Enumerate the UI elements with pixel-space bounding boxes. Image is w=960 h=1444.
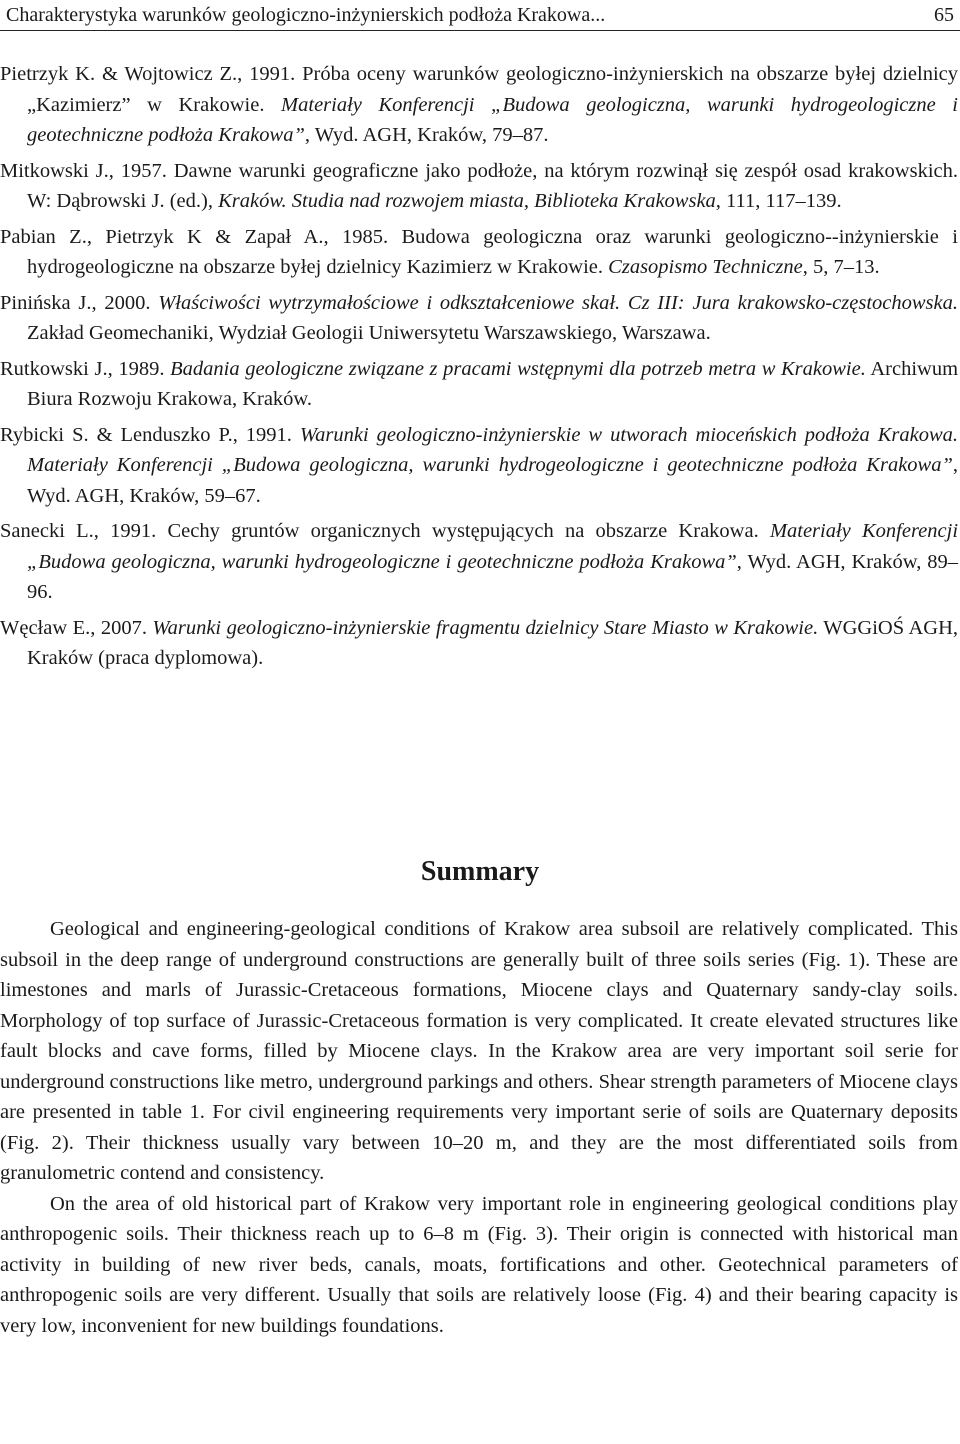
ref-authors: Rutkowski J., 1989. (0, 357, 165, 380)
reference-item (0, 354, 958, 415)
ref-italic: Czasopismo Techniczne (608, 256, 803, 278)
ref-title: Próba oceny warunków geologiczno-inżynierskich na obszarze byłej dzielnicy „Kazimierz” w Krakowie. (27, 63, 959, 116)
ref-authors: Pietrzyk K. & Wojtowicz Z., 1991. (0, 63, 296, 85)
reference-item (0, 420, 958, 512)
ref-tail: , Wyd. AGH, Kraków, 79–87. (304, 124, 549, 146)
ref-authors: Rybicki S. & Lenduszko P., 1991. (0, 423, 292, 446)
ref-italic: Kraków. Studia nad rozwojem miasta, Biblioteka Krakowska (218, 190, 716, 212)
ref-title: Budowa geologiczna oraz warunki geologiczno--inżynierskie i hydrogeologiczne na obszarze byłej dzielnicy Kazimierz w Krakowie. (27, 225, 958, 278)
reference-list (0, 59, 958, 679)
ref-authors: Węcław E., 2007. (0, 616, 147, 639)
ref-italic: Materiały Konferencji „Budowa geologiczna, warunki hydrogeologiczne i geotechniczne podłoża Krakowa” (27, 520, 959, 573)
ref-italic: Warunki geologiczno-inżynierskie fragmentu dzielnicy Stare Miasto w Krakowie. (152, 616, 819, 639)
ref-tail: Zakład Geomechaniki, Wydział Geologii Uniwersytetu Warszawskiego, Warszawa. (27, 322, 711, 344)
ref-tail: WGGiOŚ AGH, Kraków (praca dyplomowa). (27, 616, 958, 669)
reference-item (0, 59, 958, 151)
summary-body (0, 914, 958, 1341)
page-number: 65 (934, 4, 954, 26)
ref-tail: , Wyd. AGH, Kraków, 59–67. (27, 454, 958, 507)
summary-paragraph: On the area of old historical part of Krakow very important role in engineering geological conditions play anthropogenic soils. Their thickness reach up to 6–8 m (Fig. 3). Their origin is connected with historical man activity in building of new river beds, canals, moats, fortifications and other. Geotechnical parameters of anthropogenic soils are very different. Usually that soils are relatively loose (Fig. 4) and their bearing capacity is very low, inconvenient for new buildings foundations. (0, 1192, 958, 1337)
ref-authors: Sanecki L., 1991. (0, 520, 157, 542)
ref-italic: Właściwości wytrzymałościowe i odkształceniowe skał. Cz III: Jura krakowsko-częstochowska. (158, 291, 958, 314)
ref-title: Dawne warunki geograficzne jako podłoże, na którym rozwinął się zespół osad krakowskich. W: Dąbrowski J. (ed.), (27, 159, 959, 212)
ref-authors: Pinińska J., 2000. (0, 291, 151, 314)
ref-italic: Badania geologiczne związane z pracami wstępnymi dla potrzeb metra w Krakowie. (170, 357, 866, 380)
ref-tail: , 5, 7–13. (802, 256, 880, 278)
summary-paragraph: Geological and engineering-geological conditions of Krakow area subsoil are relatively complicated. This subsoil in the deep range of underground constructions are generally built of three soils series (Fig. 1). These are limestones and marls of Jurassic-Cretaceous formations, Miocene clays and Quaternary sandy-clay soils. Morphology of top surface of Jurassic-Cretaceous formation is very complicated. It create elevated structures like fault blocks and cave forms, filled by Miocene clays. In the Krakow area are very important soil serie for underground constructions like metro, underground parkings and others. Shear strength parameters of Miocene clays are presented in table 1. For civil engineering requirements very important serie of soils are Quaternary deposits (Fig. 2). Their thickness usually vary between 10–20 m, and they are the most differentiated soils from granulometric contend and consistency. (0, 918, 958, 1184)
reference-item (0, 222, 958, 283)
reference-item (0, 288, 958, 349)
ref-tail: , 111, 117–139. (715, 190, 842, 212)
reference-item (0, 516, 958, 608)
ref-italic: Warunki geologiczno-inżynierskie w utworach mioceńskich podłoża Krakowa. Materiały Konferencji „Budowa geologiczna, warunki hydrogeologiczne i geotechniczne podłoża Krakowa” (27, 423, 958, 476)
ref-authors: Pabian Z., Pietrzyk K & Zapał A., 1985. (0, 225, 389, 248)
ref-tail: , Wyd. AGH, Kraków, 89–96. (27, 550, 959, 603)
summary-heading: Summary (420, 856, 540, 887)
ref-tail: Archiwum Biura Rozwoju Krakowa, Kraków. (27, 357, 959, 410)
page-header (0, 0, 960, 31)
running-title: Charakterystyka warunków geologiczno-inżynierskich podłoża Krakowa... (6, 4, 606, 26)
ref-italic: Materiały Konferencji „Budowa geologiczna, warunki hydrogeologiczne i geotechniczne podłoża Krakowa” (27, 93, 958, 146)
ref-title: Cechy gruntów organicznych występujących na obszarze Krakowa. (167, 520, 759, 542)
ref-authors: Mitkowski J., 1957. (0, 159, 167, 182)
reference-item (0, 613, 958, 674)
reference-item (0, 156, 958, 217)
